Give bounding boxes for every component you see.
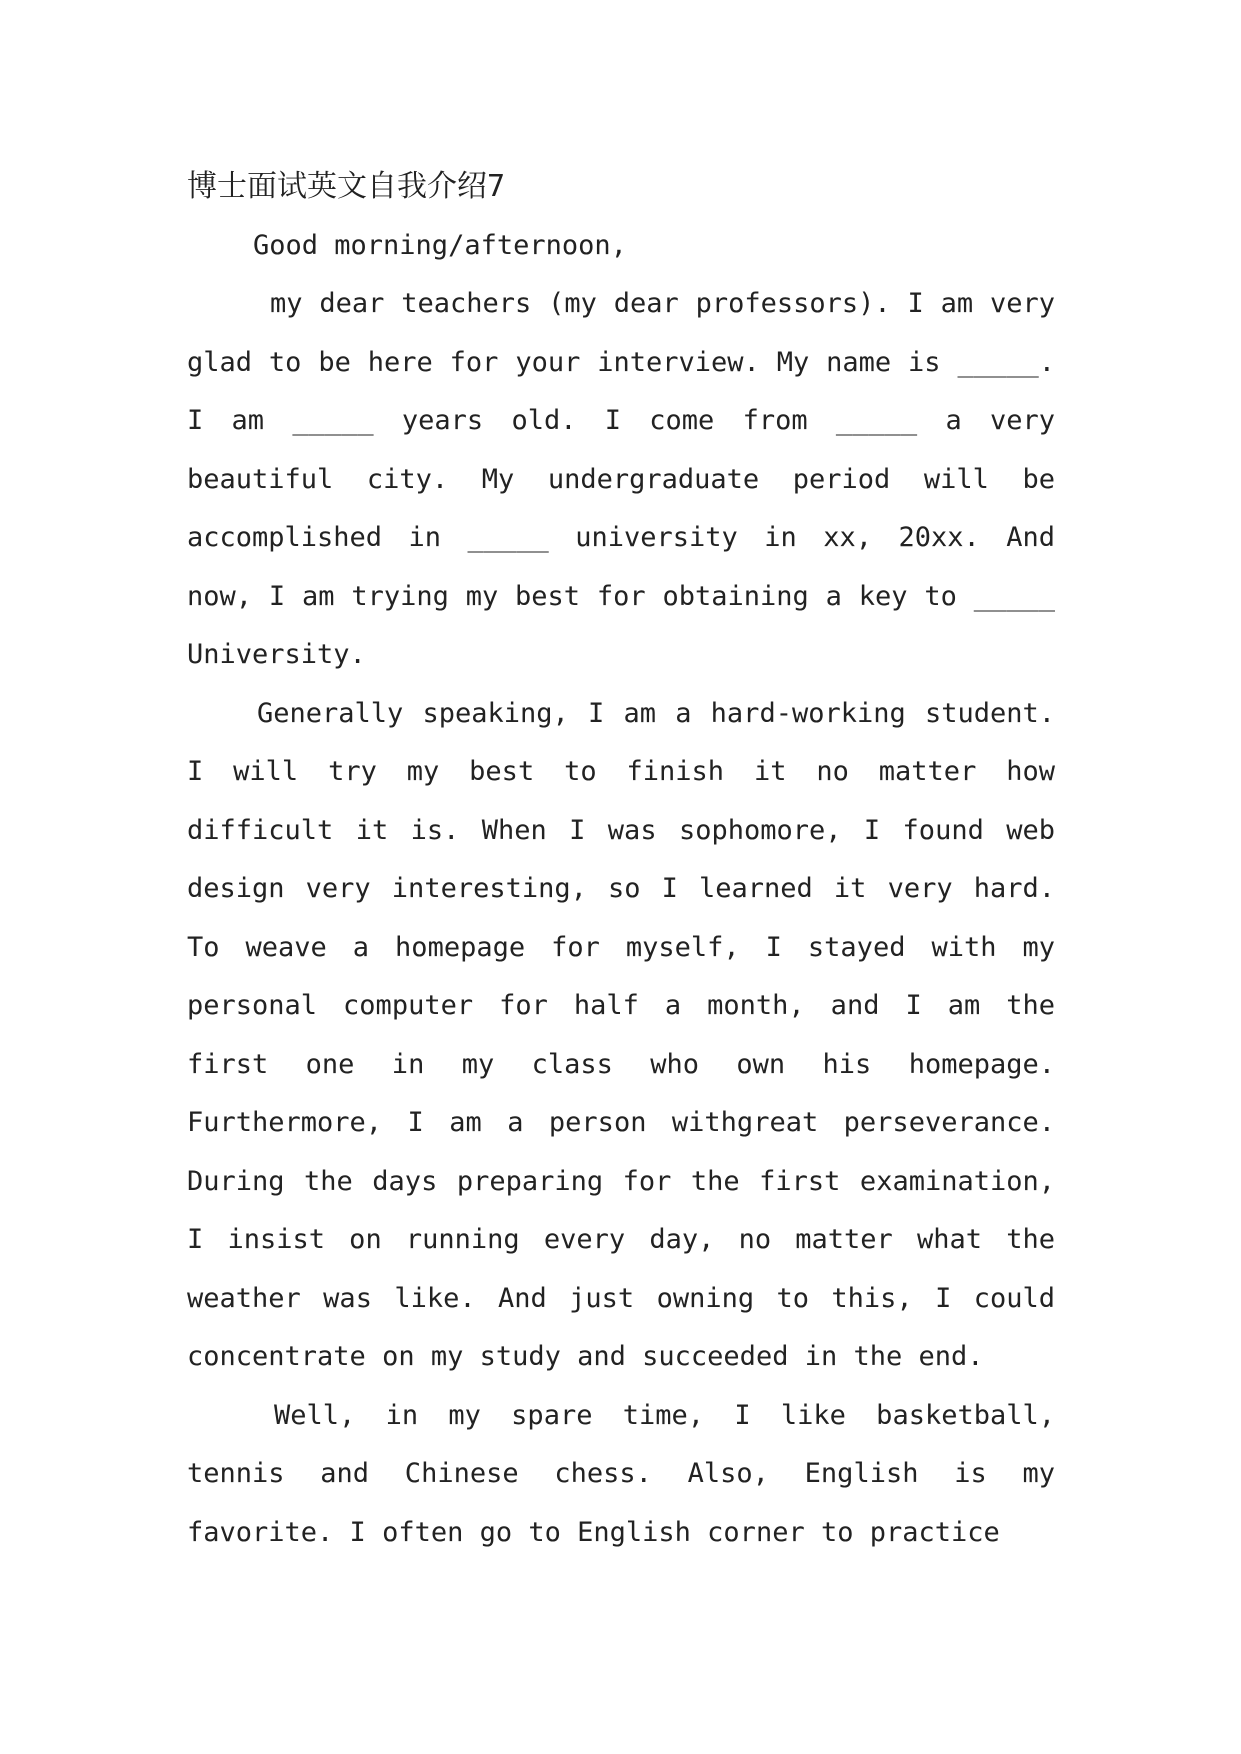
paragraph-hobbies: Well, in my spare time, I like basketball, tennis and Chinese chess. Also, English is my favorite. I often go to English corner to practice xyxy=(187,1399,1055,1548)
document-body xyxy=(187,158,1055,1562)
paragraph-introduction: my dear teachers (my dear professors). I am very glad to be here for your interview. My name is _____. I am _____ years old. I come from _____ a very beautiful city. My undergraduate period will be accomplished in _____ university in xx, 20xx. And now, I am trying my best for obtaining a key to _____ University. xyxy=(187,288,1055,670)
document-title: 博士面试英文自我介绍7 xyxy=(187,169,506,204)
paragraph-personality: Generally speaking, I am a hard-working student. I will try my best to finish it no matter how difficult it is. When I was sophomore, I found web design very interesting, so I learned it very hard. To weave a homepage for myself, I stayed with my personal computer for half a month, and I am the first one in my class who own his homepage. Furthermore, I am a person withgreat perseverance. During the days preparing for the first examination, I insist on running every day, no matter what the weather was like. And just owning to this, I could concentrate on my study and succeeded in the end. xyxy=(187,697,1055,1372)
greeting-line: Good morning/afternoon, xyxy=(253,229,627,261)
